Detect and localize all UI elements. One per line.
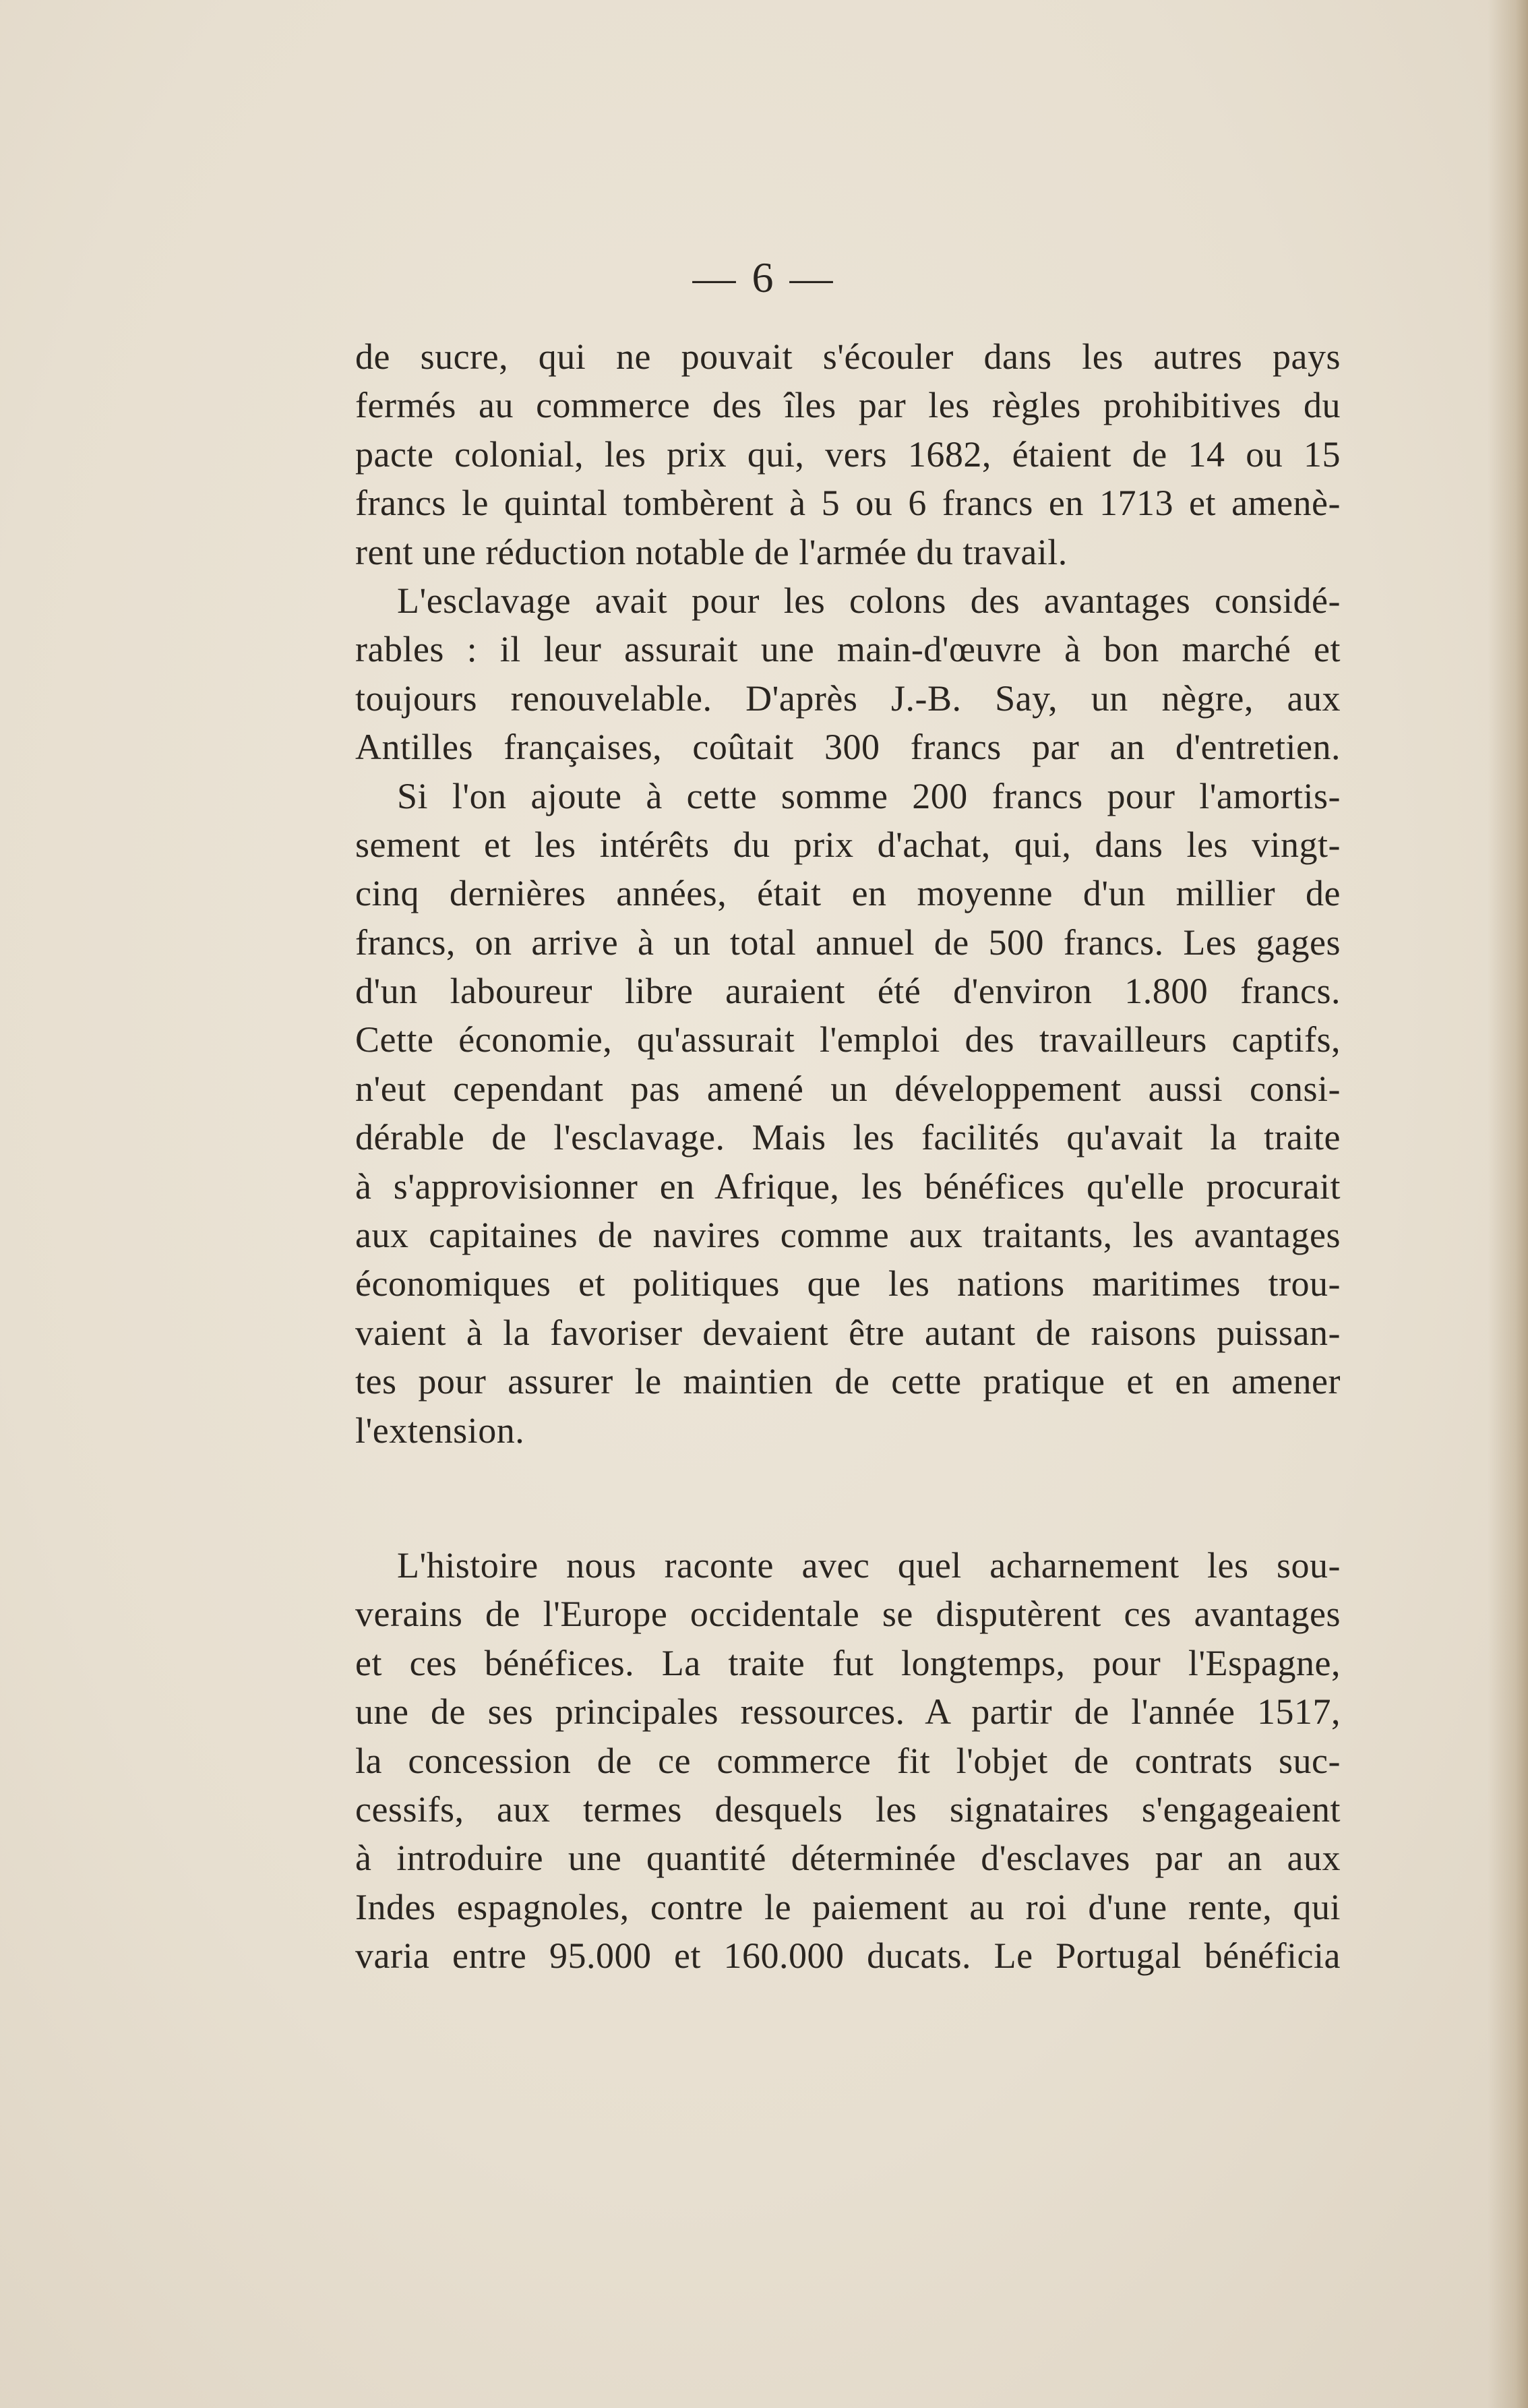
text-line: à s'approvisionner en Afrique, les bénéfices qu'elle procurait	[355, 1166, 1341, 1207]
text-line: verains de l'Europe occidentale se disputèrent ces avantages	[355, 1594, 1341, 1635]
text-line: aux capitaines de navires comme aux traitants, les avantages	[355, 1215, 1341, 1256]
text-line: à introduire une quantité déterminée d'esclaves par an aux	[355, 1838, 1341, 1879]
page-edge-shadow	[1488, 0, 1528, 2408]
text-line: L'esclavage avait pour les colons des avantages considé-	[397, 580, 1341, 621]
paragraph-3	[355, 1541, 1341, 1981]
text-line: Antilles françaises, coûtait 300 francs par an d'entretien.	[355, 727, 1341, 768]
text-line: cinq dernières années, était en moyenne d'un millier de	[355, 873, 1341, 914]
text-line: francs, on arrive à un total annuel de 500 francs. Les gages	[355, 922, 1341, 963]
text-line: rent une réduction notable de l'armée du travail.	[355, 531, 1068, 572]
body-text	[355, 332, 1341, 1981]
paragraph-gap	[355, 1455, 1341, 1541]
text-line: Indes espagnoles, contre le paiement au roi d'une rente, qui	[355, 1886, 1341, 1927]
page-number: — 6 —	[692, 253, 836, 301]
text-line: l'extension.	[355, 1410, 525, 1451]
paragraph-1	[355, 332, 1341, 576]
text-line: économiques et politiques que les nations maritimes trou-	[355, 1263, 1341, 1304]
text-line: fermés au commerce des îles par les règles prohibitives du	[355, 385, 1341, 426]
text-line: Si l'on ajoute à cette somme 200 francs pour l'amortis-	[397, 775, 1341, 816]
text-line: sement et les intérêts du prix d'achat, qui, dans les vingt-	[355, 824, 1341, 865]
text-line: vaient à la favoriser devaient être autant de raisons puissan-	[355, 1312, 1341, 1353]
text-line: une de ses principales ressources. A partir de l'année 1517,	[355, 1691, 1341, 1733]
text-line: n'eut cependant pas amené un développement aussi consi-	[355, 1068, 1341, 1109]
text-line: Cette économie, qu'assurait l'emploi des travailleurs captifs,	[355, 1019, 1341, 1060]
text-line: L'histoire nous raconte avec quel acharnement les sou-	[397, 1544, 1341, 1586]
text-line: dérable de l'esclavage. Mais les facilités qu'avait la traite	[355, 1117, 1341, 1158]
text-line: rables : il leur assurait une main-d'œuvre à bon marché et	[355, 629, 1341, 670]
text-line: pacte colonial, les prix qui, vers 1682, étaient de 14 ou 15	[355, 433, 1341, 475]
text-line: cessifs, aux termes desquels les signataires s'engageaient	[355, 1788, 1341, 1830]
text-line: la concession de ce commerce fit l'objet de contrats suc-	[355, 1740, 1341, 1781]
text-line: et ces bénéfices. La traite fut longtemps, pour l'Espagne,	[355, 1642, 1341, 1683]
text-line: tes pour assurer le maintien de cette pratique et en amener	[355, 1361, 1341, 1402]
text-line: d'un laboureur libre auraient été d'environ 1.800 francs.	[355, 971, 1341, 1012]
text-line: de sucre, qui ne pouvait s'écouler dans les autres pays	[355, 336, 1341, 377]
paragraph-2	[355, 576, 1341, 1455]
text-line: toujours renouvelable. D'après J.-B. Say, un nègre, aux	[355, 678, 1341, 719]
text-line: varia entre 95.000 et 160.000 ducats. Le Portugal bénéficia	[355, 1935, 1341, 1977]
text-line: francs le quintal tombèrent à 5 ou 6 francs en 1713 et amenè-	[355, 483, 1341, 524]
